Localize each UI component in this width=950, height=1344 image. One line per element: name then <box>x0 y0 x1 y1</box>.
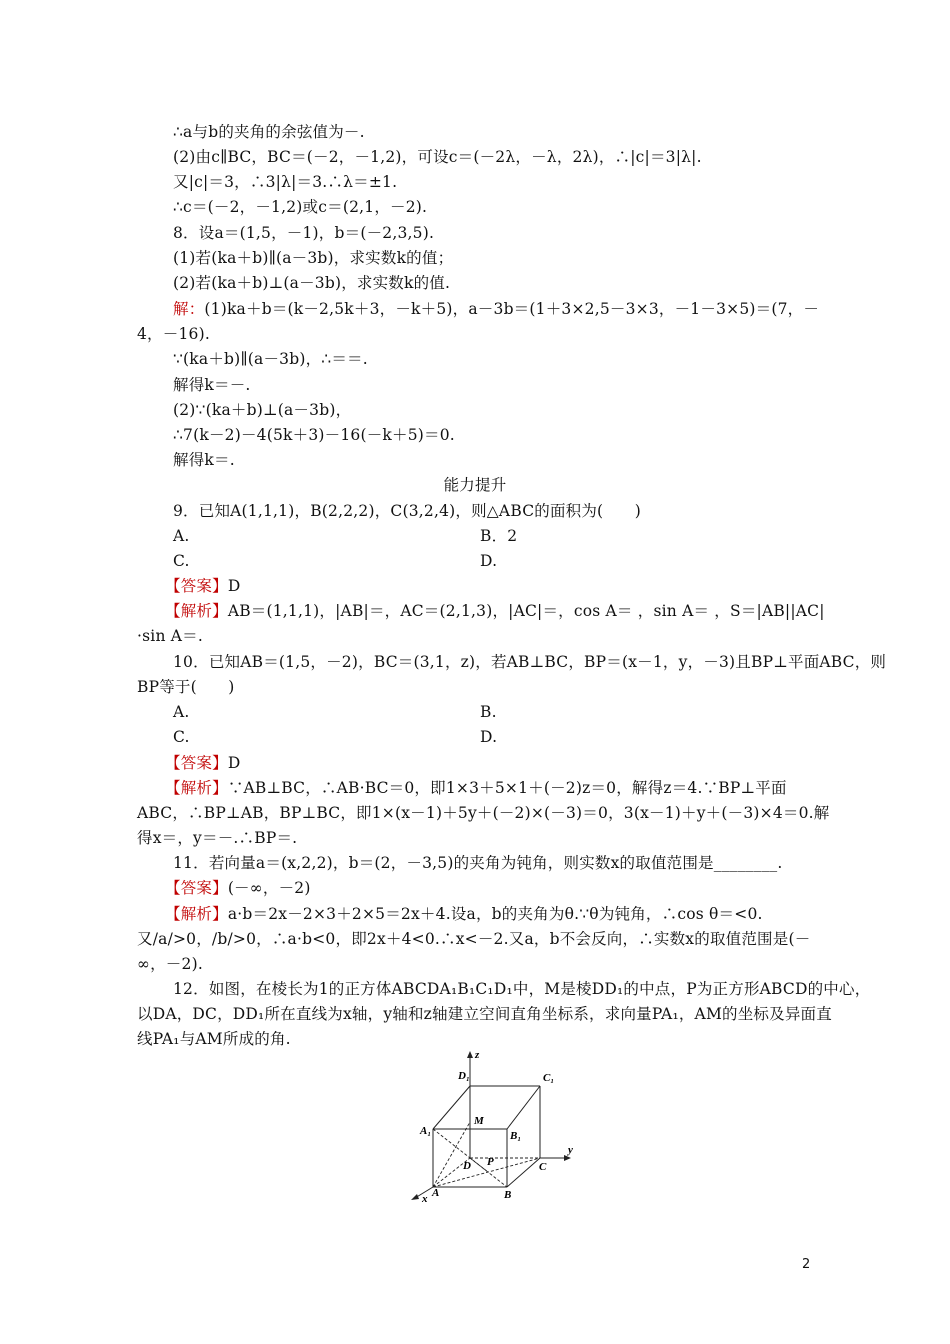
label-d1: D₁ <box>458 1070 470 1082</box>
option-d: D. <box>480 728 498 746</box>
text-line: ∴a与b的夹角的余弦值为－. <box>173 123 365 141</box>
option-b: B．2 <box>480 527 518 545</box>
analysis-line: 【解析】∵AB⊥BC，∴AB·BC＝0，即1×3＋5×1＋(－2)z＝0，解得z＝4.∵BP⊥平面 <box>165 779 787 797</box>
text-line: (1)若(ka＋b)∥(a－3b)，求实数k的值； <box>173 249 454 267</box>
answer-label: 【答案】 <box>165 577 228 595</box>
question-11: 11．若向量a＝(x,2,2)，b＝(2，－3,5)的夹角为钝角，则实数x的取值范围是________. <box>173 854 783 872</box>
solution-label: 解： <box>173 300 205 318</box>
label-x: x <box>422 1193 428 1204</box>
segment-am <box>433 1122 470 1187</box>
question-10: 10．已知AB＝(1,5，－2)，BC＝(3,1，z)，若AB⊥BC，BP＝(x－1，y，－3)且BP⊥平面ABC，则 <box>173 653 887 671</box>
text-line: 以DA，DC，DD₁所在直线为x轴，y轴和z轴建立空间直角坐标系，求向量PA₁，AM的坐标及异面直 <box>137 1005 832 1023</box>
option-d: D. <box>480 552 498 570</box>
option-b: B. <box>480 703 497 721</box>
section-heading: 能力提升 <box>443 476 507 494</box>
text-line: (2)∵(ka＋b)⊥(a－3b)， <box>173 401 352 419</box>
label-z: z <box>475 1049 480 1061</box>
text-line: 得x＝，y＝－.∴BP＝. <box>137 829 298 847</box>
cube-figure <box>408 1046 583 1204</box>
option-c: C. <box>173 728 190 746</box>
label-a1: A₁ <box>420 1125 432 1137</box>
analysis-line: 【解析】a·b＝2x－2×3＋2×5＝2x＋4.设a，b的夹角为θ.∵θ为钝角，∴cos θ＝<0. <box>165 905 763 923</box>
text-line: ·sin A＝. <box>137 627 203 645</box>
label-c1: C₁ <box>543 1072 555 1084</box>
z-arrow <box>467 1051 473 1058</box>
text-line: 又/a/>0，/b/>0，∴a·b<0，即2x＋4<0.∴x<－2.又a，b不会反向，∴实数x的取值范围是(－ <box>137 930 811 948</box>
label-b1: B₁ <box>510 1130 522 1142</box>
label-a: A <box>432 1187 440 1199</box>
analysis-label: 【解析】 <box>165 905 228 923</box>
text-line: ∵(ka＋b)∥(a－3b)，∴＝＝. <box>173 350 368 368</box>
label-b: B <box>504 1189 512 1201</box>
label-m: M <box>474 1115 484 1127</box>
text-line: 4，－16). <box>137 325 210 343</box>
question-12: 12．如图，在棱长为1的正方体ABCDA₁B₁C₁D₁中，M是棱DD₁的中点，P为正方形ABCD的中心， <box>173 980 871 998</box>
text-line: ABC，∴BP⊥AB，BP⊥BC，即1×(x－1)＋5y＋(－2)×(－3)＝0，3(x－1)＋y＋(－3)×4＝0.解 <box>137 804 830 822</box>
edge-a1-d1 <box>433 1086 470 1129</box>
answer-line: 【答案】D <box>165 577 241 595</box>
solution-line: 解：(1)ka＋b＝(k－2,5k＋3，－k＋5)，a－3b＝(1＋3×2,5－3×3，－1－3×5)＝(7，－ <box>173 300 820 318</box>
question-8: 8．设a＝(1,5，－1)，b＝(－2,3,5). <box>173 224 435 242</box>
analysis-line: 【解析】AB＝(1,1,1)，|AB|＝，AC＝(2,1,3)，|AC|＝，cos A＝ ，sin A＝ ，S＝|AB||AC| <box>165 602 825 620</box>
text-line: ∴c＝(－2，－1,2)或c＝(2,1，－2). <box>173 198 428 216</box>
option-a: A. <box>173 527 190 545</box>
label-p: P <box>487 1156 494 1168</box>
answer-line: 【答案】D <box>165 754 241 772</box>
label-d: D <box>463 1160 471 1172</box>
text-line: (2)由c∥BC，BC＝(－2，－1,2)，可设c＝(－2λ，－λ，2λ)，∴|c|＝3|λ|. <box>173 148 702 166</box>
analysis-label: 【解析】 <box>165 602 228 620</box>
edge-b-c <box>507 1158 540 1187</box>
option-a: A. <box>173 703 190 721</box>
answer-label: 【答案】 <box>165 754 228 772</box>
page-number: 2 <box>802 1257 811 1272</box>
option-c: C. <box>173 552 190 570</box>
x-arrow <box>411 1194 419 1200</box>
edge-b1-c1 <box>507 1086 540 1129</box>
text-line: (2)若(ka＋b)⊥(a－3b)，求实数k的值. <box>173 274 451 292</box>
text-line: 线PA₁与AM所成的角. <box>137 1030 291 1048</box>
text-line: ∞，－2). <box>137 955 203 973</box>
text-line: 解得k＝－. <box>173 376 251 394</box>
question-9: 9．已知A(1,1,1)，B(2,2,2)，C(3,2,4)，则△ABC的面积为( ) <box>173 502 641 520</box>
label-c: C <box>539 1161 547 1173</box>
text-line: ∴7(k－2)－4(5k＋3)－16(－k＋5)＝0. <box>173 426 455 444</box>
text-line: 解得k＝. <box>173 451 235 469</box>
answer-label: 【答案】 <box>165 879 228 897</box>
analysis-label: 【解析】 <box>165 779 228 797</box>
label-y: y <box>568 1144 573 1156</box>
answer-line: 【答案】(－∞，－2) <box>165 879 311 897</box>
text-line: BP等于( ) <box>137 678 235 696</box>
text-line: 又|c|＝3，∴3|λ|＝3.∴λ＝±1. <box>173 173 398 191</box>
